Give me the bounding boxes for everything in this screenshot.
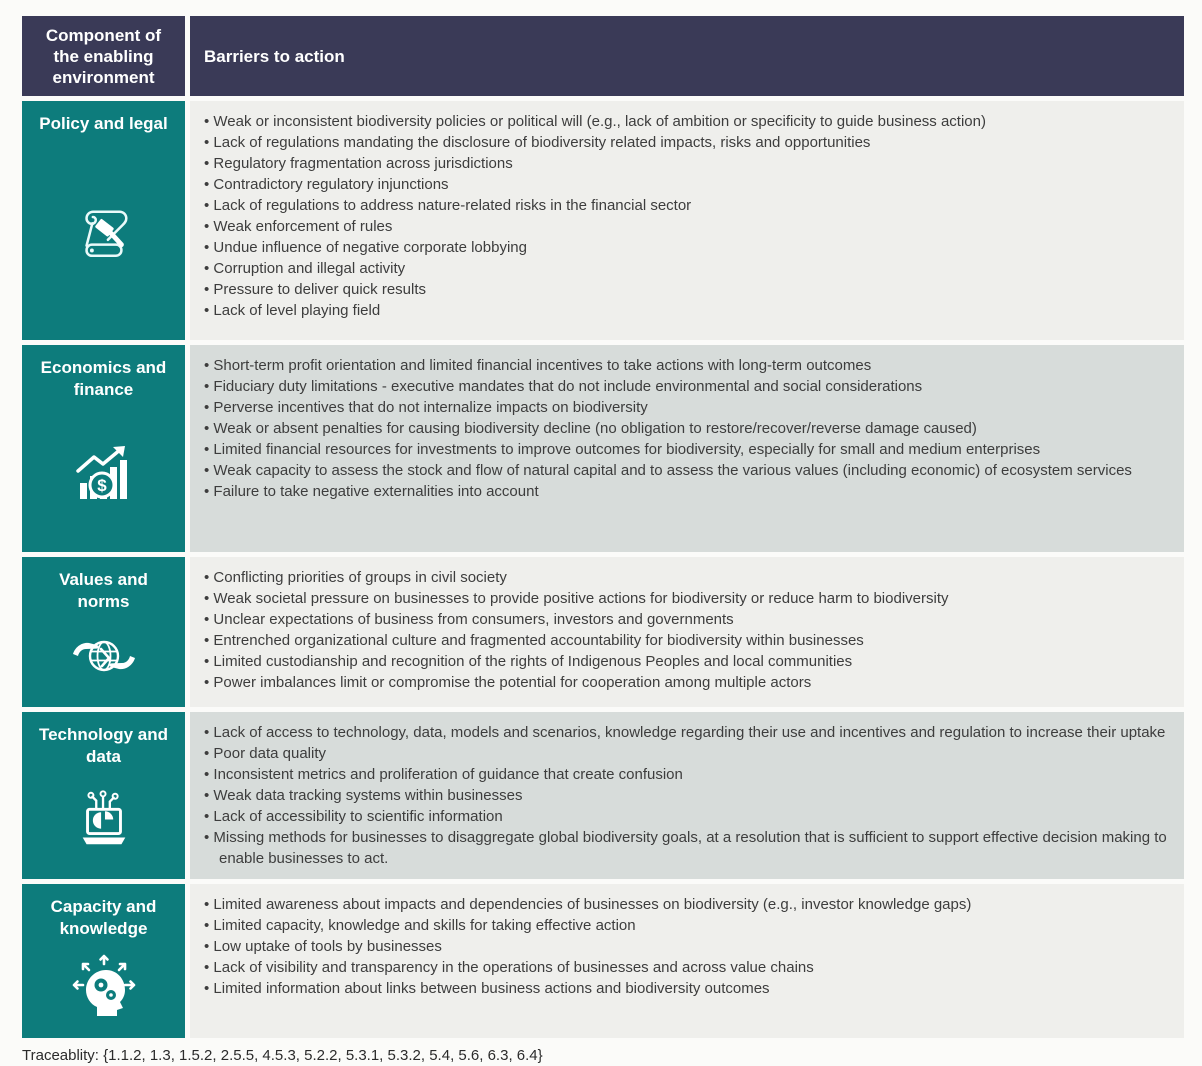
barrier-item: • Poor data quality (204, 743, 1168, 764)
laptop-data-icon (73, 768, 135, 865)
component-label: Technology and data (38, 725, 169, 766)
barriers-cell (190, 884, 1184, 1038)
barrier-item: • Weak data tracking systems within businesses (204, 785, 1168, 806)
barrier-item: • Lack of regulations to address nature-related risks in the financial sector (204, 195, 1168, 216)
barrier-list (204, 355, 1168, 502)
barrier-item: • Weak societal pressure on businesses to provide positive actions for biodiversity or reduce harm to biodiversity (204, 588, 1168, 609)
traceability-note: Traceablity: {1.1.2, 1.3, 1.5.2, 2.5.5, 4.5.3, 5.2.2, 5.3.1, 5.3.2, 5.4, 5.6, 6.3, 6.4} (22, 1047, 543, 1064)
barriers-table (22, 16, 1184, 1038)
barriers-cell (190, 345, 1184, 552)
barrier-item: • Short-term profit orientation and limited financial incentives to take actions with long-term outcomes (204, 355, 1168, 376)
barrier-item: • Power imbalances limit or compromise the potential for cooperation among multiple actors (204, 672, 1168, 693)
barrier-item: • Limited custodianship and recognition of the rights of Indigenous Peoples and local communities (204, 651, 1168, 672)
table-row (22, 884, 1184, 1038)
barrier-item: • Entrenched organizational culture and fragmented accountability for biodiversity within businesses (204, 630, 1168, 651)
barrier-item: • Missing methods for businesses to disaggregate global biodiversity goals, at a resolution that is sufficient to support effective decision making to enable businesses to act. (204, 827, 1168, 869)
barrier-item: • Fiduciary duty limitations - executive mandates that do not include environmental and social considerations (204, 376, 1168, 397)
barrier-item: • Lack of regulations mandating the disclosure of biodiversity related impacts, risks and opportunities (204, 132, 1168, 153)
barrier-item: • Weak or absent penalties for causing biodiversity decline (no obligation to restore/recover/reverse damage caused) (204, 418, 1168, 439)
barrier-item: • Lack of access to technology, data, models and scenarios, knowledge regarding their use and incentives and regulation to increase their uptake (204, 722, 1168, 743)
gavel-scroll-icon (73, 135, 135, 326)
barriers-cell (190, 712, 1184, 879)
table-header-row (22, 16, 1184, 96)
barrier-item: • Pressure to deliver quick results (204, 279, 1168, 300)
component-label: Capacity and knowledge (50, 897, 157, 938)
barriers-cell (190, 101, 1184, 340)
barrier-list (204, 894, 1168, 999)
barrier-item: • Contradictory regulatory injunctions (204, 174, 1168, 195)
table-row (22, 345, 1184, 552)
barrier-list (204, 722, 1168, 869)
barrier-item: • Weak capacity to assess the stock and flow of natural capital and to assess the various values (including economic) of ecosystem services (204, 460, 1168, 481)
barrier-item: • Weak enforcement of rules (204, 216, 1168, 237)
barrier-item: • Lack of level playing field (204, 300, 1168, 321)
hands-globe-icon (71, 613, 137, 693)
header-component-column: Component of the enabling environment (22, 16, 185, 96)
barrier-item: • Failure to take negative externalities into account (204, 481, 1168, 502)
component-cell (22, 101, 185, 340)
component-label: Values and norms (59, 570, 148, 611)
table-row (22, 712, 1184, 879)
component-cell (22, 557, 185, 707)
barrier-item: • Lack of visibility and transparency in the operations of businesses and across value chains (204, 957, 1168, 978)
component-label: Economics and finance (40, 358, 167, 399)
barrier-item: • Undue influence of negative corporate lobbying (204, 237, 1168, 258)
barriers-cell (190, 557, 1184, 707)
barrier-item: • Corruption and illegal activity (204, 258, 1168, 279)
barrier-item: • Unclear expectations of business from consumers, investors and governments (204, 609, 1168, 630)
component-label: Policy and legal (39, 114, 168, 133)
head-gears-icon (71, 940, 137, 1024)
barrier-item: • Conflicting priorities of groups in civil society (204, 567, 1168, 588)
component-cell (22, 345, 185, 552)
table-row (22, 557, 1184, 707)
svg-text:$: $ (96, 475, 107, 495)
barrier-item: • Limited financial resources for investments to improve outcomes for biodiversity, especially for small and medium enterprises (204, 439, 1168, 460)
barrier-item: • Lack of accessibility to scientific information (204, 806, 1168, 827)
finance-chart-icon (72, 401, 136, 538)
component-cell (22, 712, 185, 879)
barrier-item: • Limited capacity, knowledge and skills for taking effective action (204, 915, 1168, 936)
barrier-item: • Inconsistent metrics and proliferation of guidance that create confusion (204, 764, 1168, 785)
barrier-item: • Regulatory fragmentation across jurisdictions (204, 153, 1168, 174)
barrier-item: • Limited awareness about impacts and dependencies of businesses on biodiversity (e.g., investor knowledge gaps) (204, 894, 1168, 915)
header-barriers-column: Barriers to action (190, 16, 1184, 96)
barrier-list (204, 567, 1168, 693)
barrier-item: • Weak or inconsistent biodiversity policies or political will (e.g., lack of ambition or specificity to guide business action) (204, 111, 1168, 132)
barrier-list (204, 111, 1168, 321)
component-cell (22, 884, 185, 1038)
barrier-item: • Perverse incentives that do not internalize impacts on biodiversity (204, 397, 1168, 418)
barrier-item: • Low uptake of tools by businesses (204, 936, 1168, 957)
barrier-item: • Limited information about links between business actions and biodiversity outcomes (204, 978, 1168, 999)
table-row (22, 101, 1184, 340)
